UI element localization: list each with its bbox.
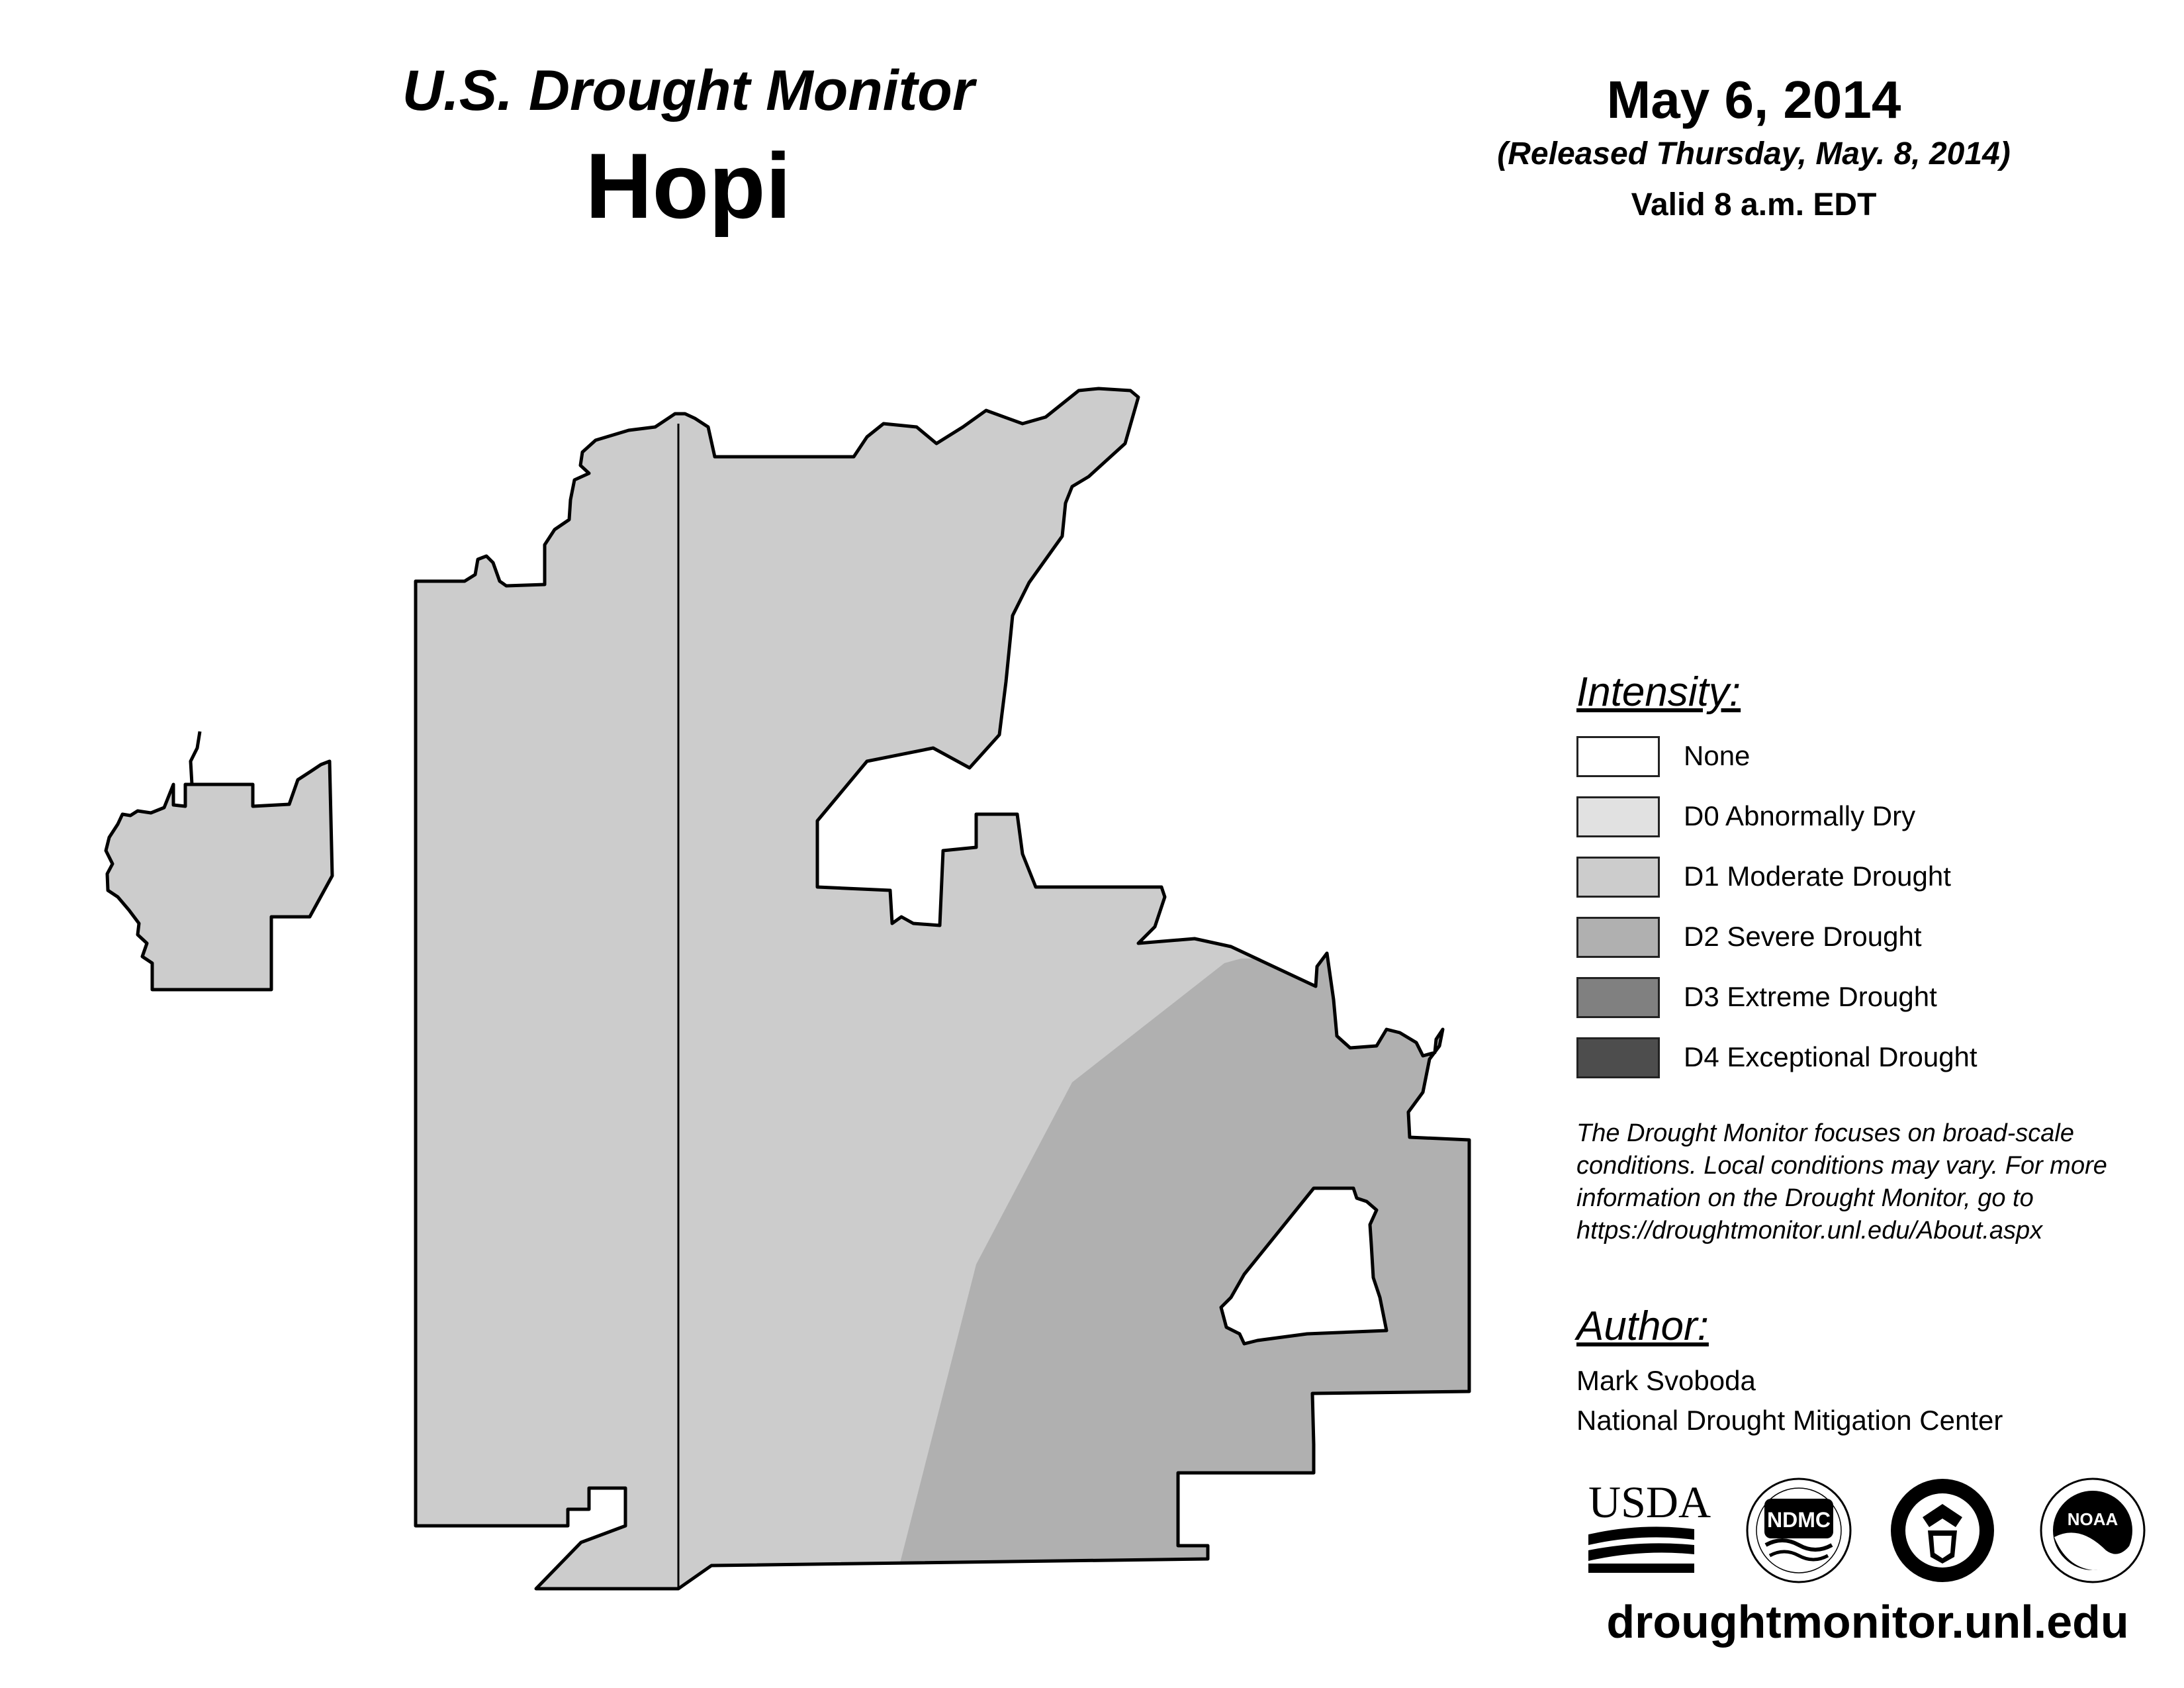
ndmc-logo <box>1747 1479 1850 1582</box>
legend-label: D1 Moderate Drought <box>1684 861 1951 892</box>
author-name: Mark Svoboda <box>1576 1365 1756 1396</box>
legend-swatch <box>1576 1037 1660 1078</box>
disclaimer <box>1576 1117 2172 1247</box>
legend-label: None <box>1684 740 1751 771</box>
west-tract <box>106 761 332 990</box>
legend-title: Intensity: <box>1576 669 1741 715</box>
legend-swatch <box>1576 796 1660 837</box>
svg-text:USDA: USDA <box>1588 1477 1711 1527</box>
agency-logos <box>1588 1476 2171 1589</box>
legend-swatch <box>1576 857 1660 898</box>
noaa-logo <box>2041 1479 2144 1582</box>
author-title: Author: <box>1576 1303 1709 1349</box>
svg-text:NOAA: NOAA <box>2067 1509 2118 1529</box>
map-title: U.S. Drought Monitor <box>402 59 975 122</box>
legend-label: D0 Abnormally Dry <box>1684 800 1916 831</box>
legend-swatch <box>1576 917 1660 958</box>
legend-label: D2 Severe Drought <box>1684 921 1922 952</box>
disclaimer-line: conditions. Local conditions may vary. For more <box>1576 1152 2107 1180</box>
region-name: Hopi <box>585 134 792 238</box>
disclaimer-line: information on the Drought Monitor, go to <box>1576 1184 2034 1212</box>
disclaimer-line: The Drought Monitor focuses on broad-scale <box>1576 1119 2074 1147</box>
author-org: National Drought Mitigation Center <box>1576 1405 2003 1436</box>
release-date: (Released Thursday, May. 8, 2014) <box>1497 136 2011 171</box>
legend-swatch <box>1576 977 1660 1018</box>
svg-text:NDMC: NDMC <box>1767 1508 1831 1532</box>
legend-swatch <box>1576 736 1660 777</box>
disclaimer-link[interactable]: https://droughtmonitor.unl.edu/About.aspx <box>1576 1217 2043 1244</box>
usda-logo <box>1588 1477 1711 1573</box>
legend-label: D4 Exceptional Drought <box>1684 1041 1978 1072</box>
site-url[interactable]: droughtmonitor.unl.edu <box>1606 1596 2129 1648</box>
west-tract-spur <box>191 731 200 784</box>
map-date: May 6, 2014 <box>1606 70 1901 129</box>
commerce-seal-icon <box>1891 1479 1994 1582</box>
valid-time: Valid 8 a.m. EDT <box>1631 187 1877 222</box>
legend-label: D3 Extreme Drought <box>1684 981 1937 1012</box>
